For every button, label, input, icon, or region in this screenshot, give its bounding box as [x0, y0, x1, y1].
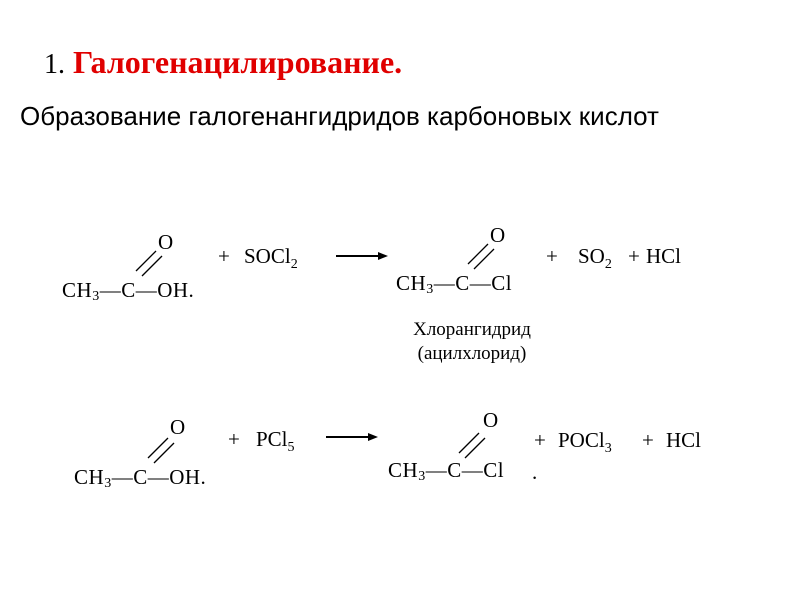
caption-line-2: (ацилхлорид): [417, 343, 527, 364]
carbonyl-bond-3a: [148, 438, 168, 458]
reagent-1: SOCl$_2$: [244, 244, 298, 272]
arrow-head-1: [378, 252, 388, 260]
section-number: 1.: [44, 49, 65, 80]
byproduct-1-1: $SO_2$: [578, 244, 612, 272]
reactant-1-formula: CH3—C—OH.: [62, 278, 195, 304]
product-1-oxygen: O: [490, 223, 506, 247]
byproduct-2-1: POCl$_3$: [558, 428, 612, 456]
section-heading: [44, 40, 402, 87]
carbonyl-bond-1b: [142, 256, 162, 276]
arrow-head-2: [368, 433, 378, 441]
byproduct-1-2: HCl: [646, 244, 682, 268]
plus-2-2: +: [534, 428, 546, 452]
plus-1-3: +: [628, 244, 640, 268]
reactant-2-oxygen: O: [170, 415, 186, 439]
product-1-formula: CH3—C—Cl: [396, 271, 513, 297]
product-2-formula: CH3—C—Cl: [388, 458, 505, 484]
byproduct-2-2: HCl: [666, 428, 702, 452]
reactant-1-oxygen: O: [158, 230, 174, 254]
carbonyl-bond-2b: [474, 249, 494, 269]
page-subtitle: Образование галогенангидридов карбоновых кислот: [20, 101, 659, 131]
carbonyl-bond-1a: [136, 251, 156, 271]
product-2-oxygen: O: [483, 408, 499, 432]
plus-1-1: +: [218, 244, 230, 268]
plus-2-1: +: [228, 427, 240, 451]
product-2-dot: .: [532, 460, 538, 484]
caption-line-1: Хлорангидрид: [413, 319, 531, 340]
carbonyl-bond-3b: [154, 443, 174, 463]
carbonyl-bond-4b: [465, 438, 485, 458]
reactant-2-formula: CH3—C—OH.: [74, 465, 207, 491]
plus-1-2: +: [546, 244, 558, 268]
carbonyl-bond-2a: [468, 244, 488, 264]
carbonyl-bond-4a: [459, 433, 479, 453]
plus-2-3: +: [642, 428, 654, 452]
section-title: Галогенацилирование.: [73, 44, 403, 80]
product-caption: [402, 318, 542, 366]
reagent-2: PCl$_5$: [256, 427, 295, 455]
